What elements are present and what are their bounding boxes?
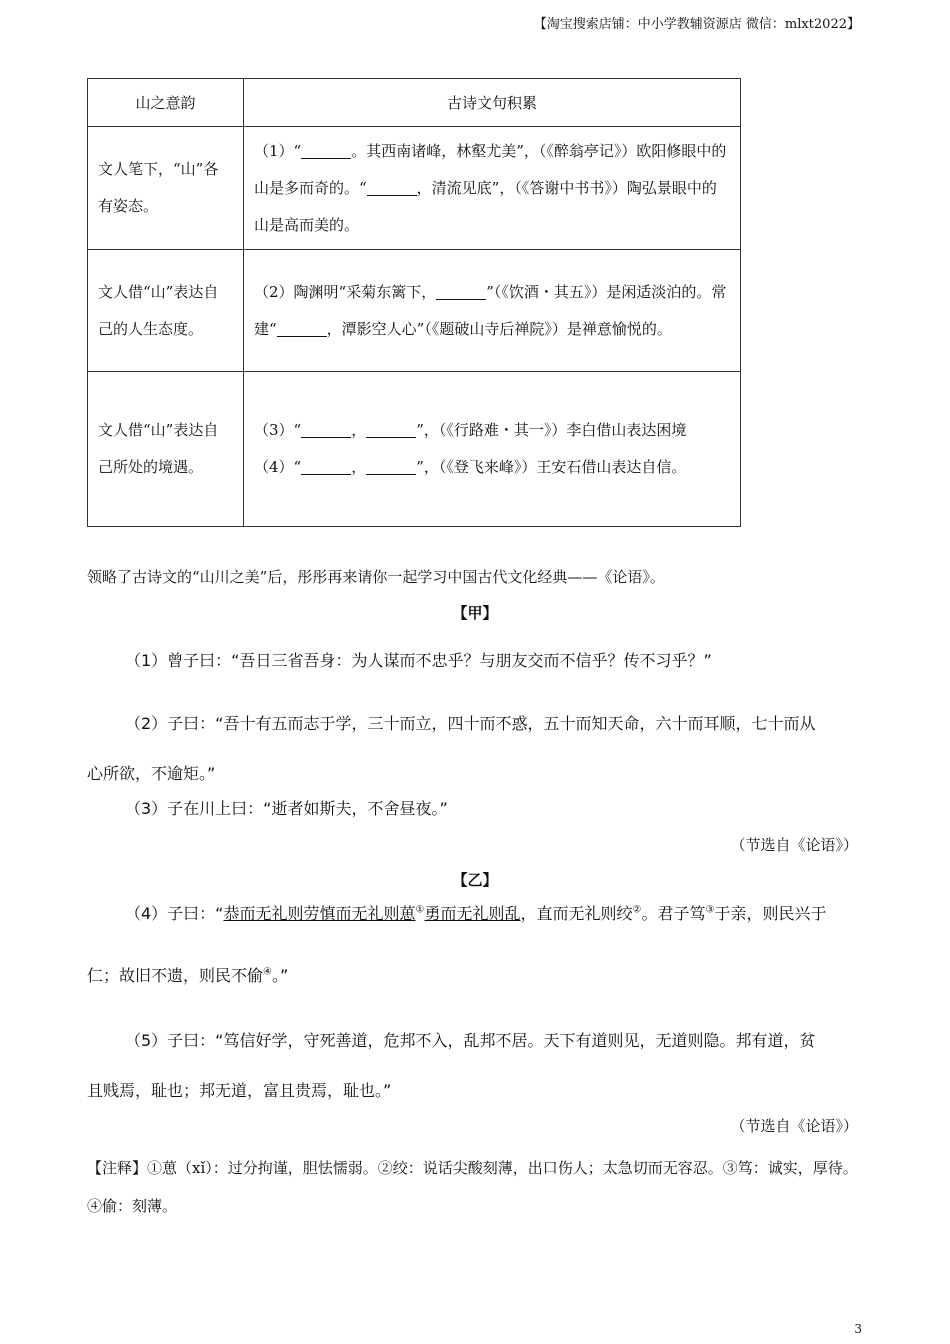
table-row	[88, 250, 741, 372]
fill-blank[interactable]	[301, 459, 351, 475]
passage-2-line-1: （2）子曰：“吾十有五而志于学，三十而立，四十而不惑，五十而知天命，六十而耳顺，七十而从	[125, 714, 816, 733]
fill-blank[interactable]	[366, 422, 416, 438]
fill-blank[interactable]	[277, 321, 327, 337]
fill-blank[interactable]	[301, 143, 351, 159]
passage-1: （1）曾子曰：“吾日三省吾身：为人谋而不忠乎？与朋友交而不信乎？传不习乎？”	[125, 651, 712, 670]
passage-3: （3）子在川上曰：“逝者如斯夫，不舍昼夜。”	[125, 799, 448, 818]
passage-5-line-2: 且贱焉，耻也；邦无道，富且贵焉，耻也。”	[87, 1081, 392, 1100]
page-number: 3	[854, 1322, 862, 1336]
passage-5-line-1: （5）子曰：“笃信好学，守死善道，危邦不入，乱邦不居。天下有道则见，无道则隐。邦有道，贫	[125, 1031, 816, 1050]
table-header-left: 山之意韵	[88, 79, 244, 127]
passage-2-line-2: 心所欲，不逾矩。”	[87, 764, 216, 783]
source-citation: （节选自《论语》）	[730, 1117, 858, 1135]
row-theme: 文人借“山”表达自己的人生态度。	[88, 250, 244, 372]
section-yi-title: 【乙】	[452, 871, 498, 889]
fill-blank[interactable]	[367, 180, 417, 196]
fill-blank[interactable]	[301, 422, 351, 438]
underlined-text: 恭而无礼则劳慎而无礼则葸	[223, 904, 416, 923]
intro-text: 领略了古诗文的“山川之美”后，彤彤再来请你一起学习中国古代文化经典——《论语》。	[87, 568, 665, 586]
table-header-right: 古诗文句积累	[244, 79, 741, 127]
fill-blank[interactable]	[436, 284, 486, 300]
table-row	[88, 127, 741, 250]
page-header: 【淘宝搜索店铺：中小学教辅资源店 微信：mlxt2022】	[533, 17, 860, 32]
row-content: （3）“ ， ”，（《行路难・其一》）李白借山表达困境 （4）“ ， ”，（《登飞来峰》）王安石借山表达自信。	[244, 372, 741, 527]
poetry-table	[87, 78, 741, 527]
row-theme: 文人笔下，“山”各有姿态。	[88, 127, 244, 250]
section-jia-title: 【甲】	[452, 604, 498, 622]
row-theme: 文人借“山”表达自己所处的境遇。	[88, 372, 244, 527]
annotation-note: 【注释】①葸（xǐ）：过分拘谨，胆怯懦弱。②绞：说话尖酸刻薄，出口伤人；太急切而无容忍。③笃：诚实，厚待。④偷：刻薄。	[87, 1159, 858, 1215]
passage-4-line-2: 仁；故旧不遗，则民不偷④。”	[87, 966, 289, 985]
source-citation: （节选自《论语》）	[730, 836, 858, 854]
row-content: （1）“ 。其西南诸峰，林壑尤美”，（《醉翁亭记》）欧阳修眼中的山是多而奇的。“ ，清流见底”，（《答谢中书书》）陶弘景眼中的山是高而美的。	[244, 127, 741, 250]
passage-4-line-1: （4）子曰：“恭而无礼则劳慎而无礼则葸①勇而无礼则乱，直而无礼则绞②。君子笃③于亲，则民兴于	[125, 904, 827, 923]
fill-blank[interactable]	[366, 459, 416, 475]
underlined-text: 勇而无礼则乱	[424, 904, 521, 923]
table-header-row	[88, 79, 741, 127]
table-row	[88, 372, 741, 527]
row-content: （2）陶渊明“采菊东篱下， ”（《饮酒・其五》）是闲适淡泊的。常建“ ，潭影空人心”（《题破山寺后禅院》）是禅意愉悦的。	[244, 250, 741, 372]
